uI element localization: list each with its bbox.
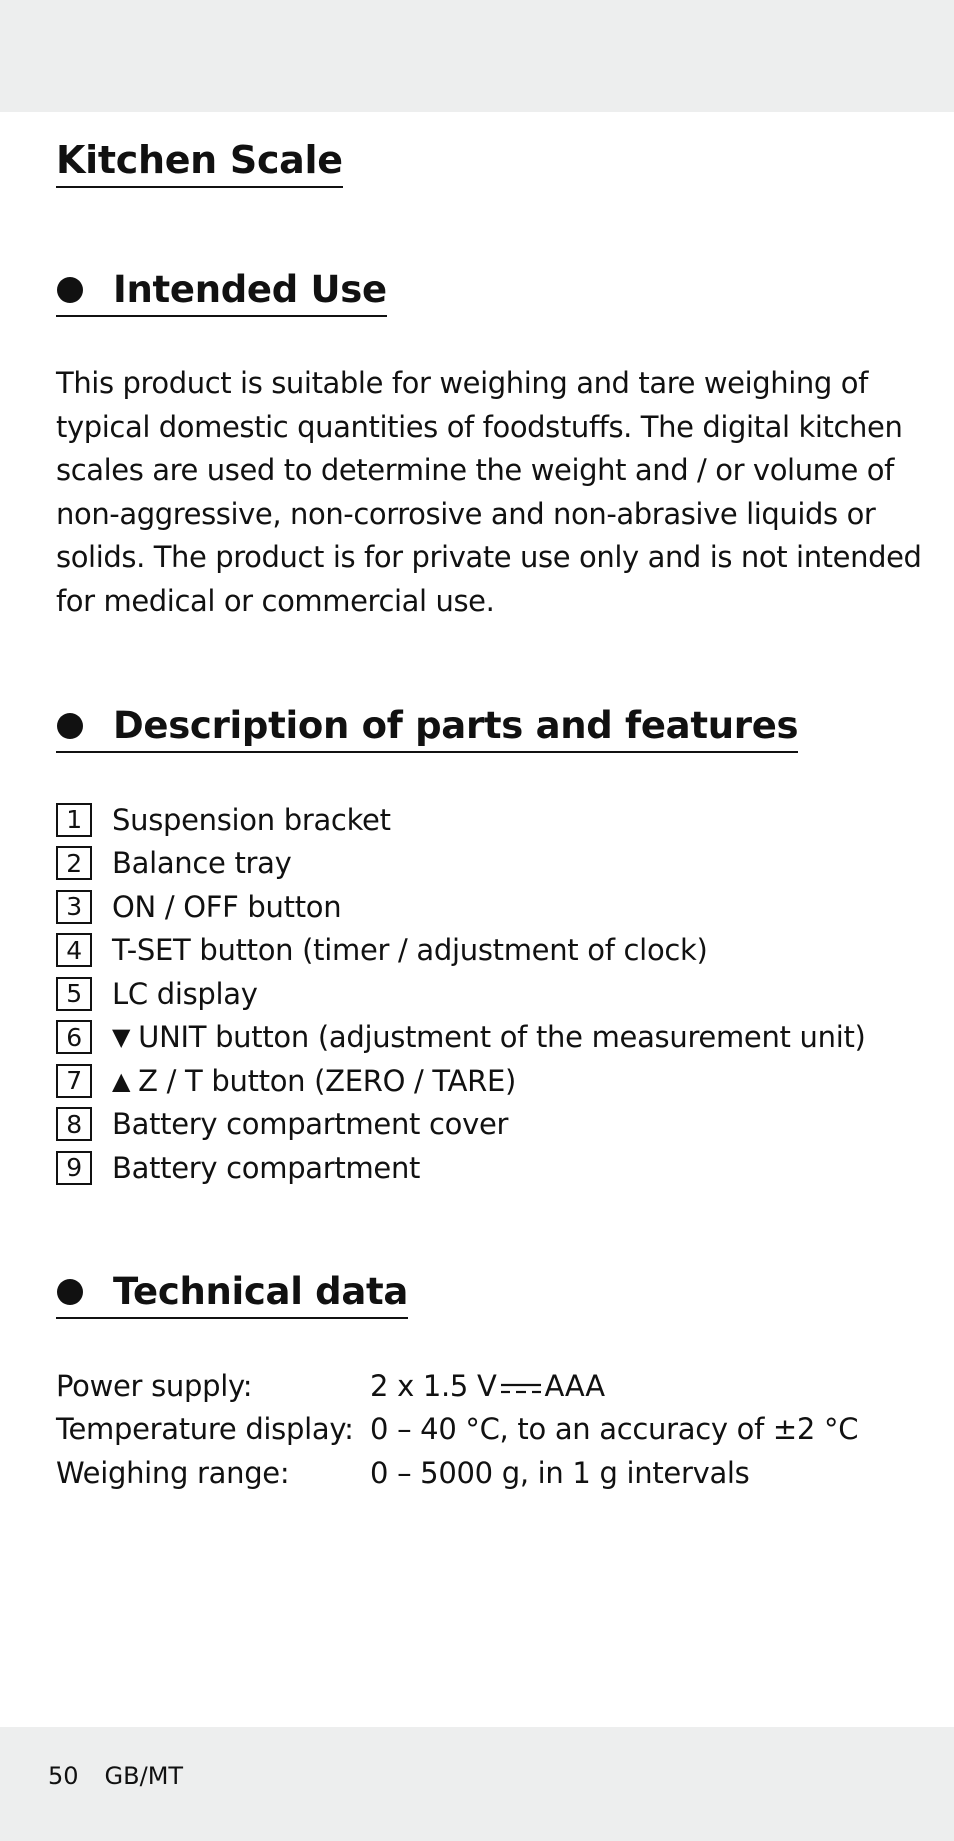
intended-use-paragraph: This product is suitable for weighing and tare weighing of typical domestic quantities of foodstuffs. The digital kitchen scales are used to determine the weight and / or volume of non-aggressive, non-corrosive and non-abrasive liquids or solids. The product is for private use only and is not intended for medical or commercial use. [56, 366, 922, 618]
part-label: Z / T button (ZERO / TARE) [138, 1063, 517, 1098]
spec-value: 0 – 40 °C, to an accuracy of ±2 °C [370, 1412, 859, 1447]
list-item [56, 798, 866, 842]
region-code: GB/MT [104, 1762, 184, 1790]
triangle-up-icon: ▲ [112, 1066, 131, 1095]
spec-label: Temperature display: [56, 1412, 354, 1447]
part-number-box: 7 [56, 1064, 92, 1098]
page-footer [48, 1762, 183, 1790]
part-number-box: 8 [56, 1107, 92, 1141]
bullet-icon [57, 277, 83, 303]
part-label: T-SET button (timer / adjustment of clock) [112, 933, 708, 968]
bullet-icon [57, 713, 83, 739]
heading-technical-data [56, 1270, 408, 1319]
list-item [56, 1059, 866, 1103]
heading-intended-use [56, 268, 387, 317]
bullet-icon [57, 1279, 83, 1305]
spec-value-voltage: 2 x 1.5 V [370, 1368, 497, 1403]
list-item [56, 1146, 866, 1190]
heading-text: Description of parts and features [113, 704, 799, 747]
table-row [56, 1451, 858, 1495]
list-item [56, 885, 866, 929]
list-item [56, 842, 866, 886]
part-number-box: 2 [56, 846, 92, 880]
table-row [56, 1408, 858, 1452]
spec-label: Power supply: [56, 1368, 253, 1403]
part-number-box: 5 [56, 977, 92, 1011]
spec-value [370, 1369, 605, 1403]
list-item [56, 1103, 866, 1147]
part-label: Suspension bracket [112, 802, 391, 837]
list-item [56, 929, 866, 973]
heading-text: Technical data [113, 1270, 409, 1313]
spec-value-battery-type: AAA [544, 1368, 605, 1403]
part-label: Battery compartment [112, 1150, 421, 1185]
part-label: UNIT button (adjustment of the measurement unit) [138, 1020, 866, 1055]
spec-label: Weighing range: [56, 1455, 290, 1490]
part-number-box: 4 [56, 933, 92, 967]
spec-value: 0 – 5000 g, in 1 g intervals [370, 1455, 750, 1490]
page-number: 50 [48, 1762, 79, 1790]
top-margin-band [0, 0, 954, 112]
parts-list [56, 798, 866, 1190]
part-label: Battery compartment cover [112, 1107, 509, 1142]
list-item [56, 972, 866, 1016]
technical-data-table [56, 1364, 858, 1495]
heading-text: Intended Use [113, 268, 387, 311]
heading-parts [56, 704, 798, 753]
direct-current-icon [501, 1381, 541, 1395]
part-number-box: 6 [56, 1020, 92, 1054]
page-title: Kitchen Scale [56, 138, 343, 188]
triangle-down-icon: ▼ [112, 1023, 131, 1052]
part-label: LC display [112, 976, 258, 1011]
table-row [56, 1364, 858, 1408]
part-number-box: 3 [56, 890, 92, 924]
part-label: ON / OFF button [112, 889, 342, 924]
part-number-box: 1 [56, 803, 92, 837]
part-label: Balance tray [112, 846, 292, 881]
part-number-box: 9 [56, 1151, 92, 1185]
list-item [56, 1016, 866, 1060]
